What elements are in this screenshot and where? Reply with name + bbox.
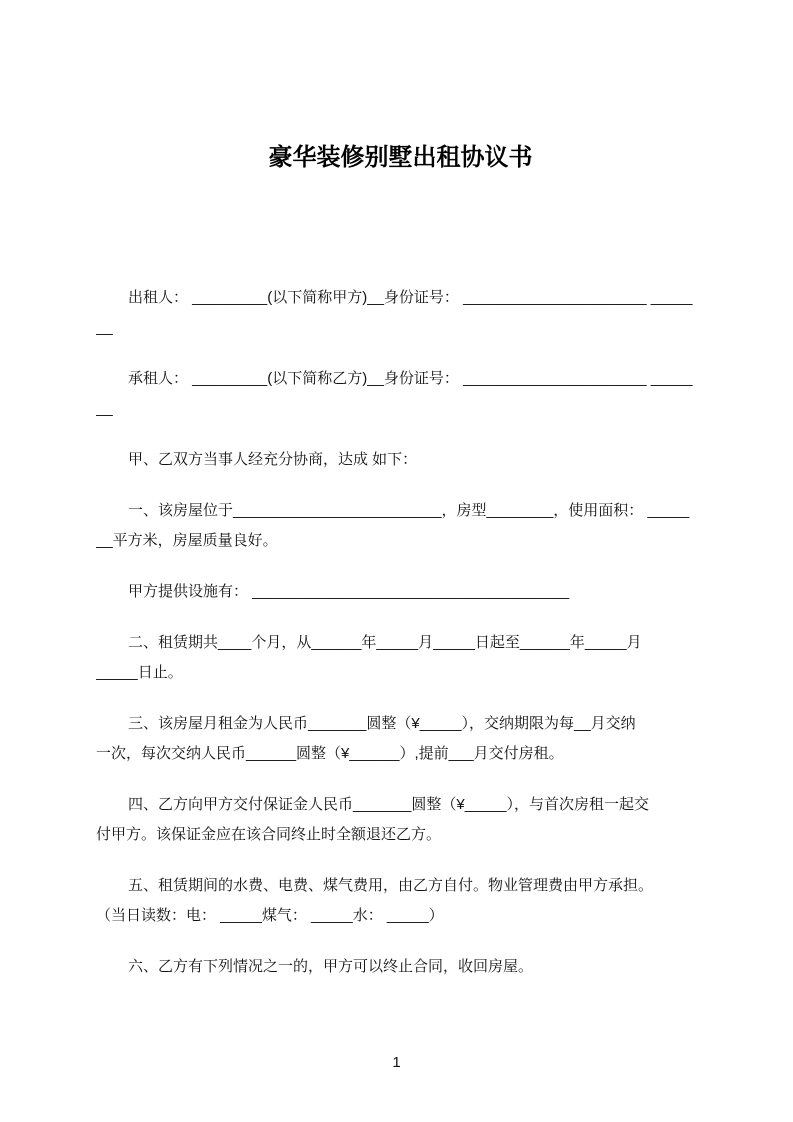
paragraph-clause-location bbox=[96, 496, 705, 556]
paragraph-clause-rent bbox=[96, 709, 705, 769]
text-line: 四、乙方向甲方交付保证金人民币_______圆整（¥_____），与首次房租一起交 bbox=[128, 796, 649, 813]
text-line: 三、该房屋月租金为人民币_______圆整（¥_____），交纳期限为每__月交纳 bbox=[128, 715, 636, 732]
text-line: _____日止。 bbox=[96, 664, 183, 681]
document-body bbox=[96, 283, 705, 982]
text-line: 甲方提供设施有： ______________________________________ bbox=[128, 583, 570, 600]
text-line: 五、租赁期间的水费、电费、煤气费用，由乙方自付。物业管理费由甲方承担。 bbox=[128, 877, 654, 894]
text-line: __ bbox=[96, 319, 113, 336]
text-line: __ bbox=[96, 400, 113, 417]
text-line: （当日读数：电： _____煤气： _____水： _____） bbox=[96, 907, 444, 924]
paragraph-clause-term bbox=[96, 628, 705, 688]
paragraph-preamble bbox=[96, 445, 705, 475]
paragraph-clause-deposit bbox=[96, 790, 705, 850]
document-title: 豪华装修别墅出租协议书 bbox=[268, 144, 533, 171]
paragraph-clause-termination bbox=[96, 952, 705, 982]
page-number: 1 bbox=[392, 1054, 401, 1071]
paragraph-facilities bbox=[96, 577, 705, 607]
text-line: __平方米，房屋质量良好。 bbox=[96, 532, 278, 549]
text-line: 六、乙方有下列情况之一的，甲方可以终止合同，收回房屋。 bbox=[128, 958, 534, 975]
paragraph-lessor bbox=[96, 283, 705, 343]
paragraph-lessee bbox=[96, 364, 705, 424]
text-line: 甲、乙双方当事人经充分协商，达成 如下： bbox=[128, 451, 418, 468]
text-line: 一次，每次交纳人民币______圆整（¥______）,提前___月交付房租。 bbox=[96, 745, 564, 762]
text-line: 二、租赁期共____个月，从______年_____月_____日起至______年_____月 bbox=[128, 634, 642, 651]
text-line: 付甲方。该保证金应在该合同终止时全额退还乙方。 bbox=[96, 826, 442, 843]
text-line: 承租人： _________(以下简称乙方)__身份证号： ______________________ _____ bbox=[128, 370, 693, 387]
text-line: 出租人： _________(以下简称甲方)__身份证号： ______________________ _____ bbox=[128, 289, 693, 306]
paragraph-clause-utilities bbox=[96, 871, 705, 931]
text-line: 一、该房屋位于_________________________，房型________，使用面积： _____ bbox=[128, 502, 690, 519]
